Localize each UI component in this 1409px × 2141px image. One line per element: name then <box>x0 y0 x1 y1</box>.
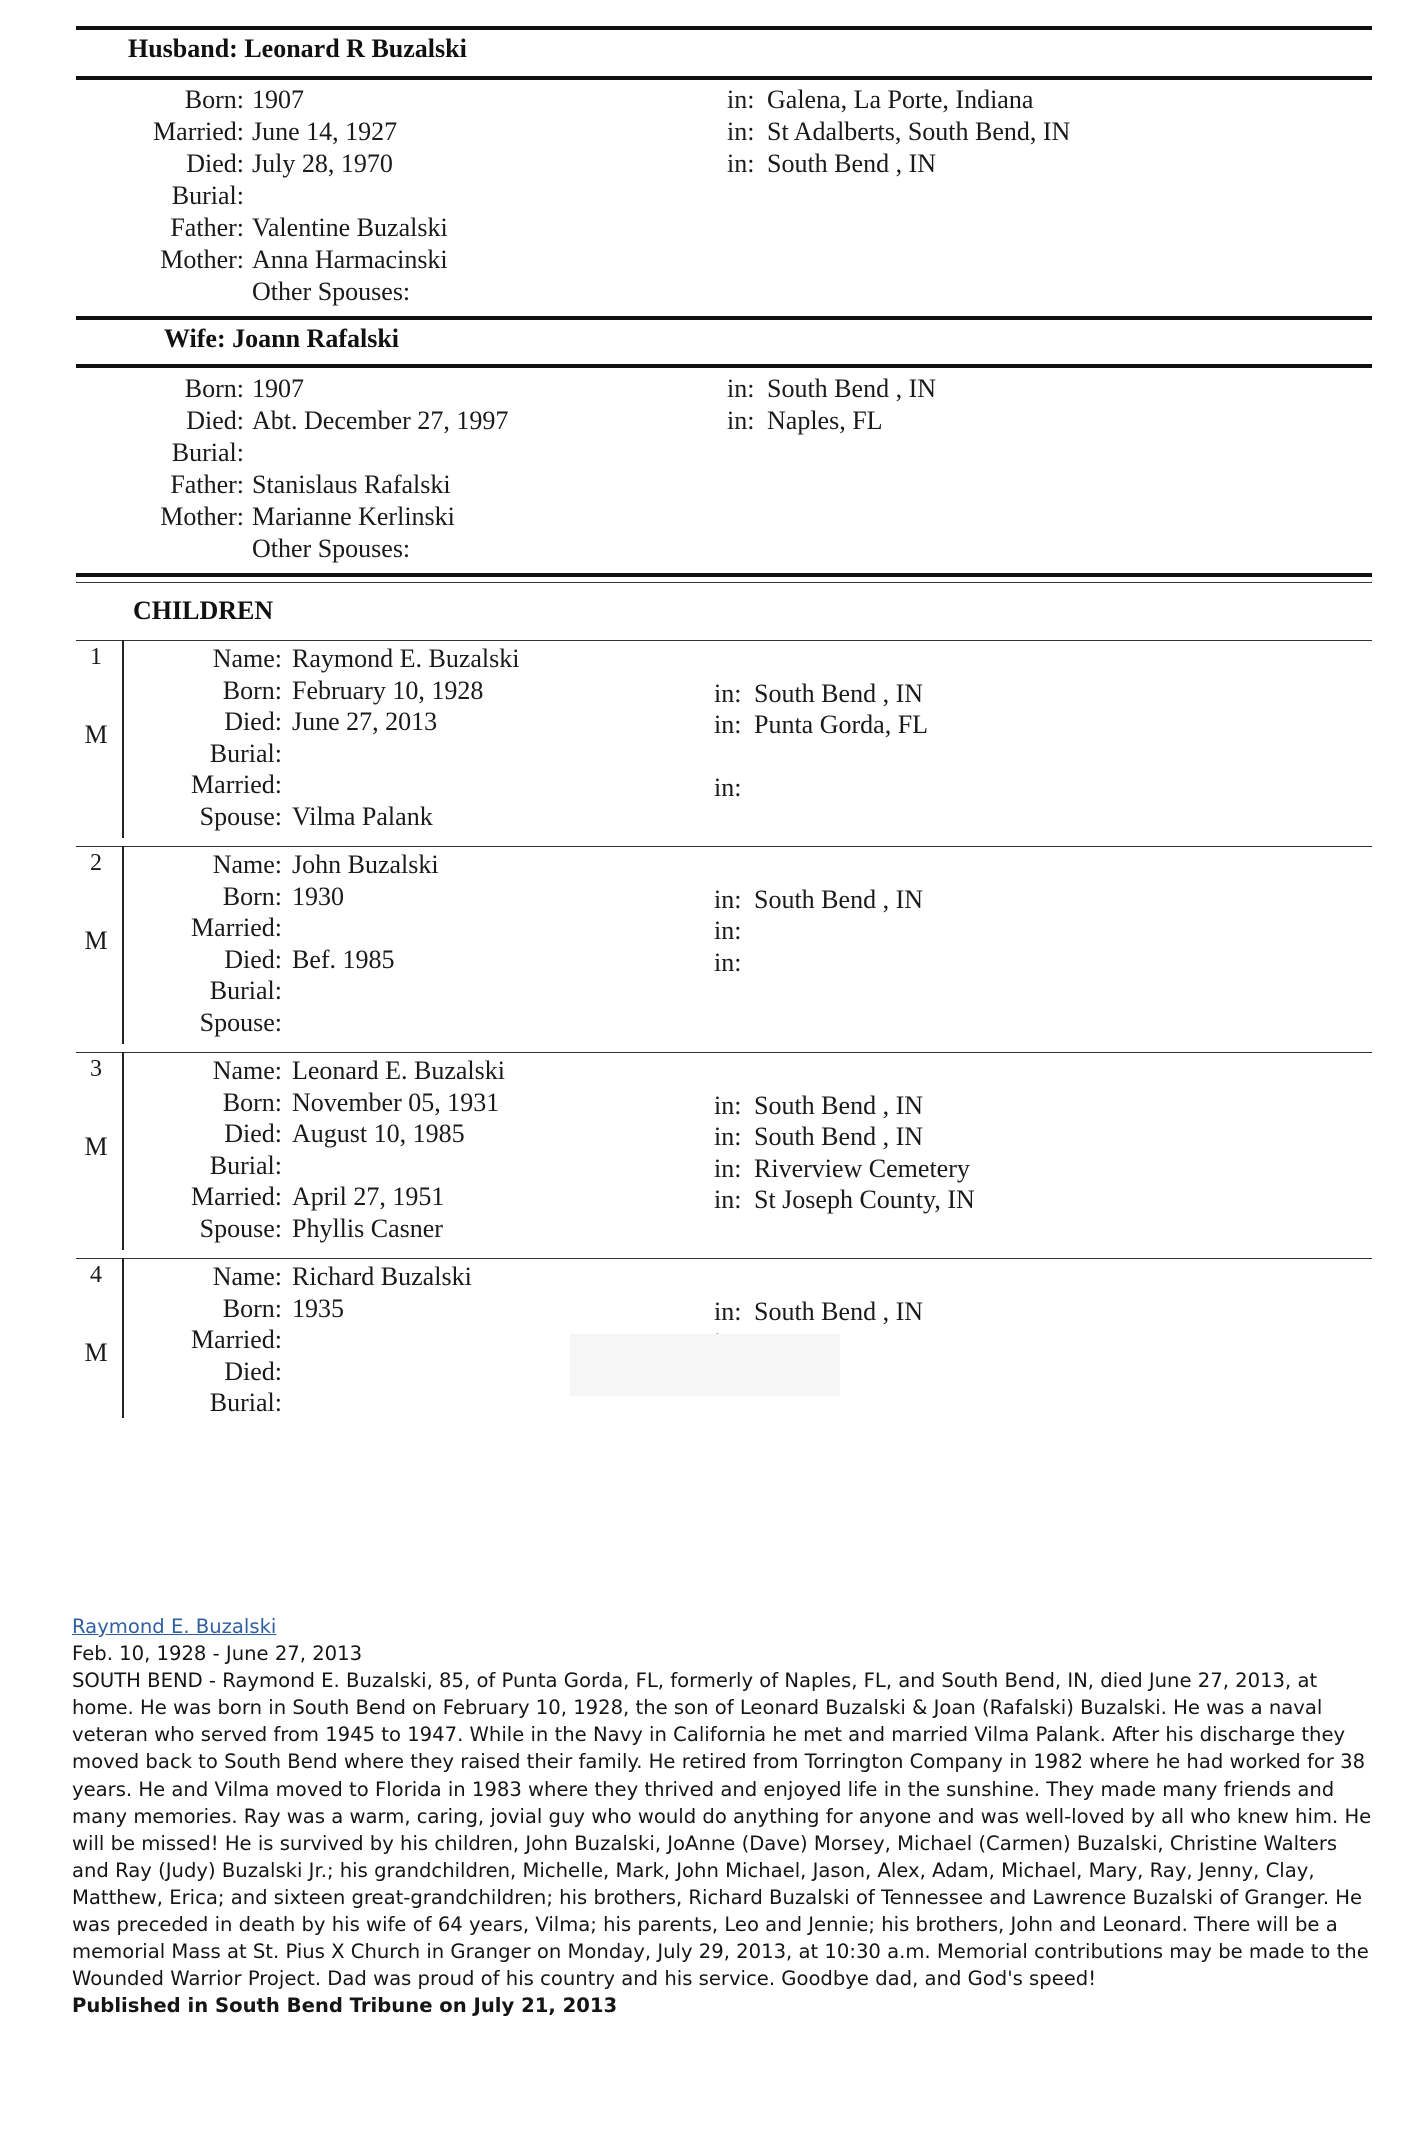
husband-row-value: Anna Harmacinski <box>252 245 448 274</box>
child-number: 2 <box>90 850 102 876</box>
child-number: 4 <box>90 1262 102 1288</box>
child-row-label: Spouse: <box>199 801 282 831</box>
husband-row-value: Valentine Buzalski <box>252 213 448 242</box>
child-row-label: Spouse: <box>199 1213 282 1243</box>
rule-wife-top <box>76 316 1372 320</box>
wife-row-label: Burial: <box>171 438 244 467</box>
child-row-place: Punta Gorda, FL <box>754 710 929 739</box>
child-row-label: Born: <box>222 1293 282 1323</box>
husband-row-label: Married: <box>153 117 244 146</box>
child-row-in-label: in: <box>714 1185 742 1214</box>
husband-row-place: St Adalberts, South Bend, IN <box>767 117 1071 146</box>
obituary <box>72 1613 1372 2019</box>
child-row-label: Born: <box>222 1087 282 1117</box>
child-row-label: Name: <box>212 850 282 879</box>
child-row-label: Married: <box>191 913 282 942</box>
child-row-in-label: in: <box>714 1090 742 1120</box>
child-row-label: Married: <box>191 1182 282 1211</box>
child-row-in-label: in: <box>714 947 742 977</box>
child-number: 1 <box>90 644 102 670</box>
child-row-place: South Bend , IN <box>754 1296 923 1326</box>
wife-title <box>164 324 399 354</box>
child-row-value: February 10, 1928 <box>292 675 484 705</box>
child-row-label: Born: <box>222 675 282 705</box>
child-row-label: Married: <box>191 770 282 799</box>
husband-row-in-label: in: <box>727 149 755 178</box>
child-row-in-label: in: <box>714 773 742 802</box>
child-row-place: South Bend , IN <box>754 678 923 708</box>
husband-row-label: Father: <box>170 213 244 242</box>
child-row-value: Richard Buzalski <box>292 1262 472 1291</box>
wife-row-in-label: in: <box>727 374 755 403</box>
child-row-label: Born: <box>222 881 282 911</box>
husband-title <box>128 34 467 64</box>
child-row-in-label: in: <box>714 710 742 739</box>
wife-row-value: Other Spouses: <box>252 534 411 563</box>
wife-row-value: Abt. December 27, 1997 <box>252 406 509 435</box>
wife-row-value: Marianne Kerlinski <box>252 502 455 531</box>
wife-row-in-label: in: <box>727 406 755 435</box>
child-row-value: November 05, 1931 <box>292 1087 500 1117</box>
husband-row-label: Mother: <box>160 245 244 274</box>
child-row-value: Bef. 1985 <box>292 944 395 974</box>
rule-top <box>76 26 1372 30</box>
child-row-value: 1930 <box>292 881 344 911</box>
wife-heading: Wife: <box>164 324 226 353</box>
husband-row-value: 1907 <box>252 85 304 114</box>
husband-name: Leonard R Buzalski <box>244 34 467 63</box>
child-row-label: Burial: <box>209 1388 282 1417</box>
child-row-label: Name: <box>212 644 282 673</box>
scan-shading <box>570 1334 840 1396</box>
rule-wife <box>76 364 1372 368</box>
child-sex: M <box>84 926 108 955</box>
child-row-label: Married: <box>191 1325 282 1354</box>
husband-row-place: Galena, La Porte, Indiana <box>767 85 1034 114</box>
husband-row-value: July 28, 1970 <box>252 149 393 178</box>
child-row-label: Died: <box>224 1356 282 1386</box>
wife-row-label: Born: <box>184 374 244 403</box>
child-row-in-label: in: <box>714 1296 742 1326</box>
child-sex: M <box>84 1132 108 1161</box>
child-row-place: St Joseph County, IN <box>754 1185 975 1214</box>
husband-row-label: Burial: <box>171 181 244 210</box>
child-row-in-label: in: <box>714 884 742 914</box>
child-row-value: John Buzalski <box>292 850 439 879</box>
wife-row-place: South Bend , IN <box>767 374 936 403</box>
obituary-link[interactable]: Raymond E. Buzalski <box>72 1615 277 1638</box>
obituary-published: Published in South Bend Tribune on July 21, 2013 <box>72 1994 618 2018</box>
child-row-label: Burial: <box>209 738 282 768</box>
child-row-label: Name: <box>212 1262 282 1291</box>
child-row-value: Leonard E. Buzalski <box>292 1056 505 1085</box>
husband-row-in-label: in: <box>727 85 755 114</box>
child-row-place: South Bend , IN <box>754 884 923 914</box>
child-row-value: Vilma Palank <box>292 801 433 831</box>
husband-row-label: Born: <box>184 85 244 114</box>
child-row-in-label: in: <box>714 678 742 708</box>
rule-husband <box>76 76 1372 80</box>
children-heading: CHILDREN <box>133 596 274 625</box>
child-row-label: Burial: <box>209 1150 282 1180</box>
child-sex: M <box>84 720 108 749</box>
rule-children-top <box>76 573 1372 577</box>
husband-row-label: Died: <box>186 149 244 178</box>
husband-row-in-label: in: <box>727 117 755 146</box>
rule-children-top2 <box>76 582 1372 583</box>
husband-heading: Husband: <box>128 34 238 63</box>
wife-row-place: Naples, FL <box>767 406 883 435</box>
wife-row-label: Mother: <box>160 502 244 531</box>
child-row-label: Died: <box>224 1119 282 1148</box>
child-divider <box>76 640 1372 641</box>
child-row-place: South Bend , IN <box>754 1090 923 1120</box>
husband-row-value: Other Spouses: <box>252 277 411 306</box>
obituary-dates: Feb. 10, 1928 - June 27, 2013 <box>72 1642 363 1666</box>
child-row-place: South Bend , IN <box>754 1122 923 1151</box>
child-row-label: Name: <box>212 1056 282 1085</box>
husband-row-place: South Bend , IN <box>767 149 936 178</box>
wife-name: Joann Rafalski <box>232 324 400 353</box>
child-divider <box>76 846 1372 847</box>
child-row-in-label: in: <box>714 1153 742 1183</box>
wife-row-label: Died: <box>186 406 244 435</box>
child-row-label: Burial: <box>209 976 282 1005</box>
child-row-label: Died: <box>224 944 282 974</box>
obituary-body: SOUTH BEND - Raymond E. Buzalski, 85, of Punta Gorda, FL, formerly of Naples, FL, and South Bend, IN, died June 27, 2013, at home. He was born in South Bend on February 10, 1928, the son of Leonard Buzalski & Joan (Rafalski) Buzalski. He was a naval veteran who served from 1945 to 1947. While in the Navy in California he met and married Vilma Palank. After his discharge they moved back to South Bend where they raised their family. He retired from Torrington Company in 1982 where he had worked for 38 years. He and Vilma moved to Florida in 1983 where they thrived and enjoyed life in the sunshine. They made many friends and many memories. Ray was a warm, caring, jovial guy who would do anything for anyone and was well-loved by all who knew him. He will be missed! He is survived by his children, John Buzalski, JoAnne (Dave) Morsey, Michael (Carmen) Buzalski, Christine Walters and Ray (Judy) Buzalski Jr.; his grandchildren, Michelle, Mark, John Michael, Jason, Alex, Adam, Michael, Mary, Ray, Jenny, Clay, Matthew, Erica; and sixteen great-grandchildren; his brothers, Richard Buzalski of Tennessee and Lawrence Buzalski of Granger. He was preceded in death by his wife of 64 years, Vilma; his parents, Leo and Jennie; his brothers, John and Leonard. There will be a memorial Mass at St. Pius X Church in Granger on Monday, July 29, 2013, at 10:30 a.m. Memorial contributions may be made to the Wounded Warrior Project. Dad was proud of his country and his service. Goodbye dad, and God's speed! <box>72 1669 1372 1991</box>
child-row-label: Spouse: <box>199 1007 282 1037</box>
child-divider <box>76 1258 1372 1259</box>
child-divider <box>76 1052 1372 1053</box>
child-row-value: April 27, 1951 <box>292 1182 445 1211</box>
child-row-in-label: in: <box>714 1122 742 1151</box>
husband-row-value: June 14, 1927 <box>252 117 398 146</box>
child-row-value: Raymond E. Buzalski <box>292 644 520 673</box>
child-row-in-label: in: <box>714 916 742 945</box>
child-row-place: Riverview Cemetery <box>754 1153 970 1183</box>
wife-row-value: 1907 <box>252 374 304 403</box>
wife-row-value: Stanislaus Rafalski <box>252 470 451 499</box>
child-sex: M <box>84 1338 108 1367</box>
wife-row-label: Father: <box>170 470 244 499</box>
child-row-value: Phyllis Casner <box>292 1213 443 1243</box>
child-row-value: August 10, 1985 <box>292 1119 465 1148</box>
child-row-value: 1935 <box>292 1293 344 1323</box>
child-row-value: June 27, 2013 <box>292 707 438 736</box>
child-number: 3 <box>90 1056 102 1082</box>
child-row-label: Died: <box>224 707 282 736</box>
